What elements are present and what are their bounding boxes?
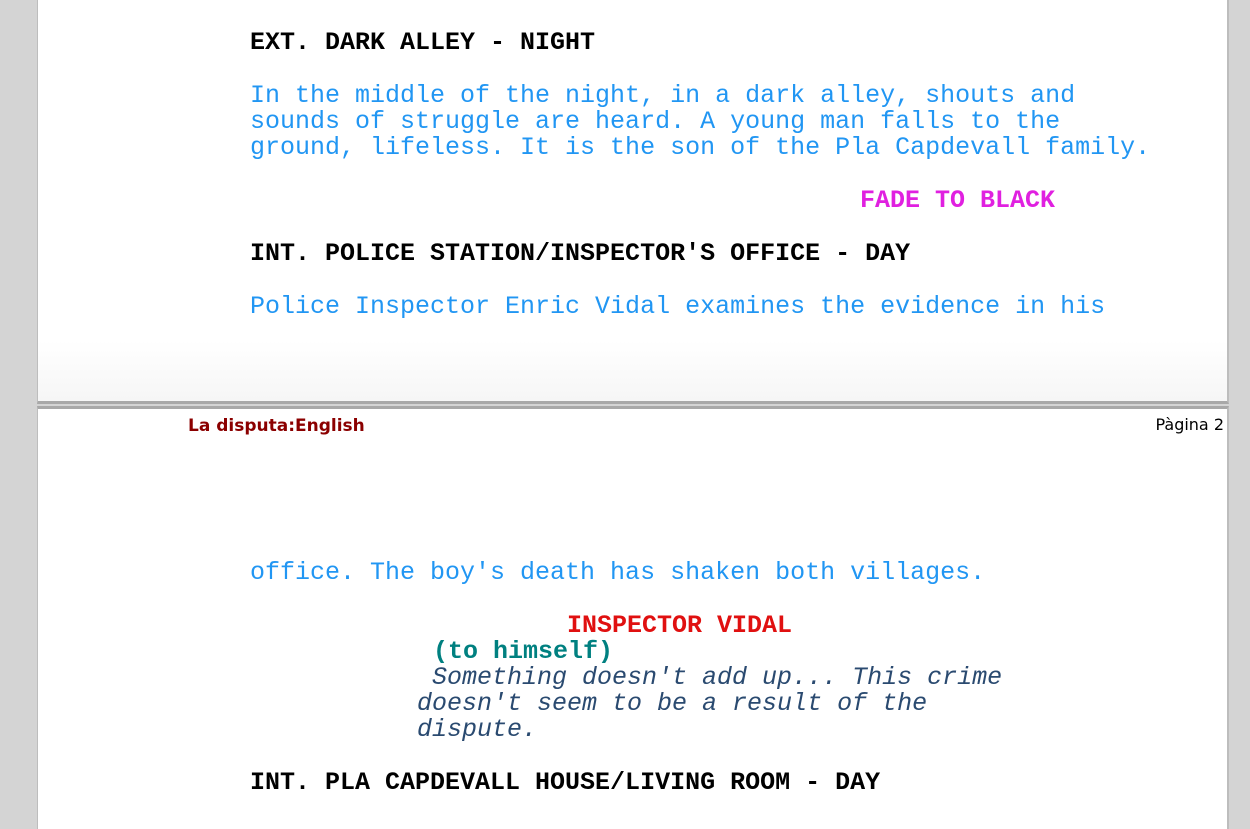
page-2 <box>37 406 1229 829</box>
dialogue: Something doesn't add up... This crime doesn't seem to be a result of the dispute. <box>417 663 1003 744</box>
page-number: Pàgina 2 <box>1155 415 1224 434</box>
action-text: Police Inspector Enric Vidal examines the evidence in his <box>250 292 1106 321</box>
scene-heading: EXT. DARK ALLEY - NIGHT <box>250 28 596 57</box>
character-name: INSPECTOR VIDAL <box>567 611 793 640</box>
parenthetical: (to himself) <box>433 637 614 666</box>
header-title: La disputa:English <box>188 416 365 436</box>
action-text: office. The boy's death has shaken both villages. <box>250 558 986 587</box>
page-1 <box>37 0 1229 404</box>
action-text: In the middle of the night, in a dark alley, shouts and sounds of struggle are heard. A young man falls to the ground, lifeless. It is the son of the Pla Capdevall family. <box>250 81 1151 162</box>
scene-heading: INT. PLA CAPDEVALL HOUSE/LIVING ROOM - DAY <box>250 768 881 797</box>
transition: FADE TO BLACK <box>860 186 1056 215</box>
scene-heading: INT. POLICE STATION/INSPECTOR'S OFFICE - DAY <box>250 239 911 268</box>
